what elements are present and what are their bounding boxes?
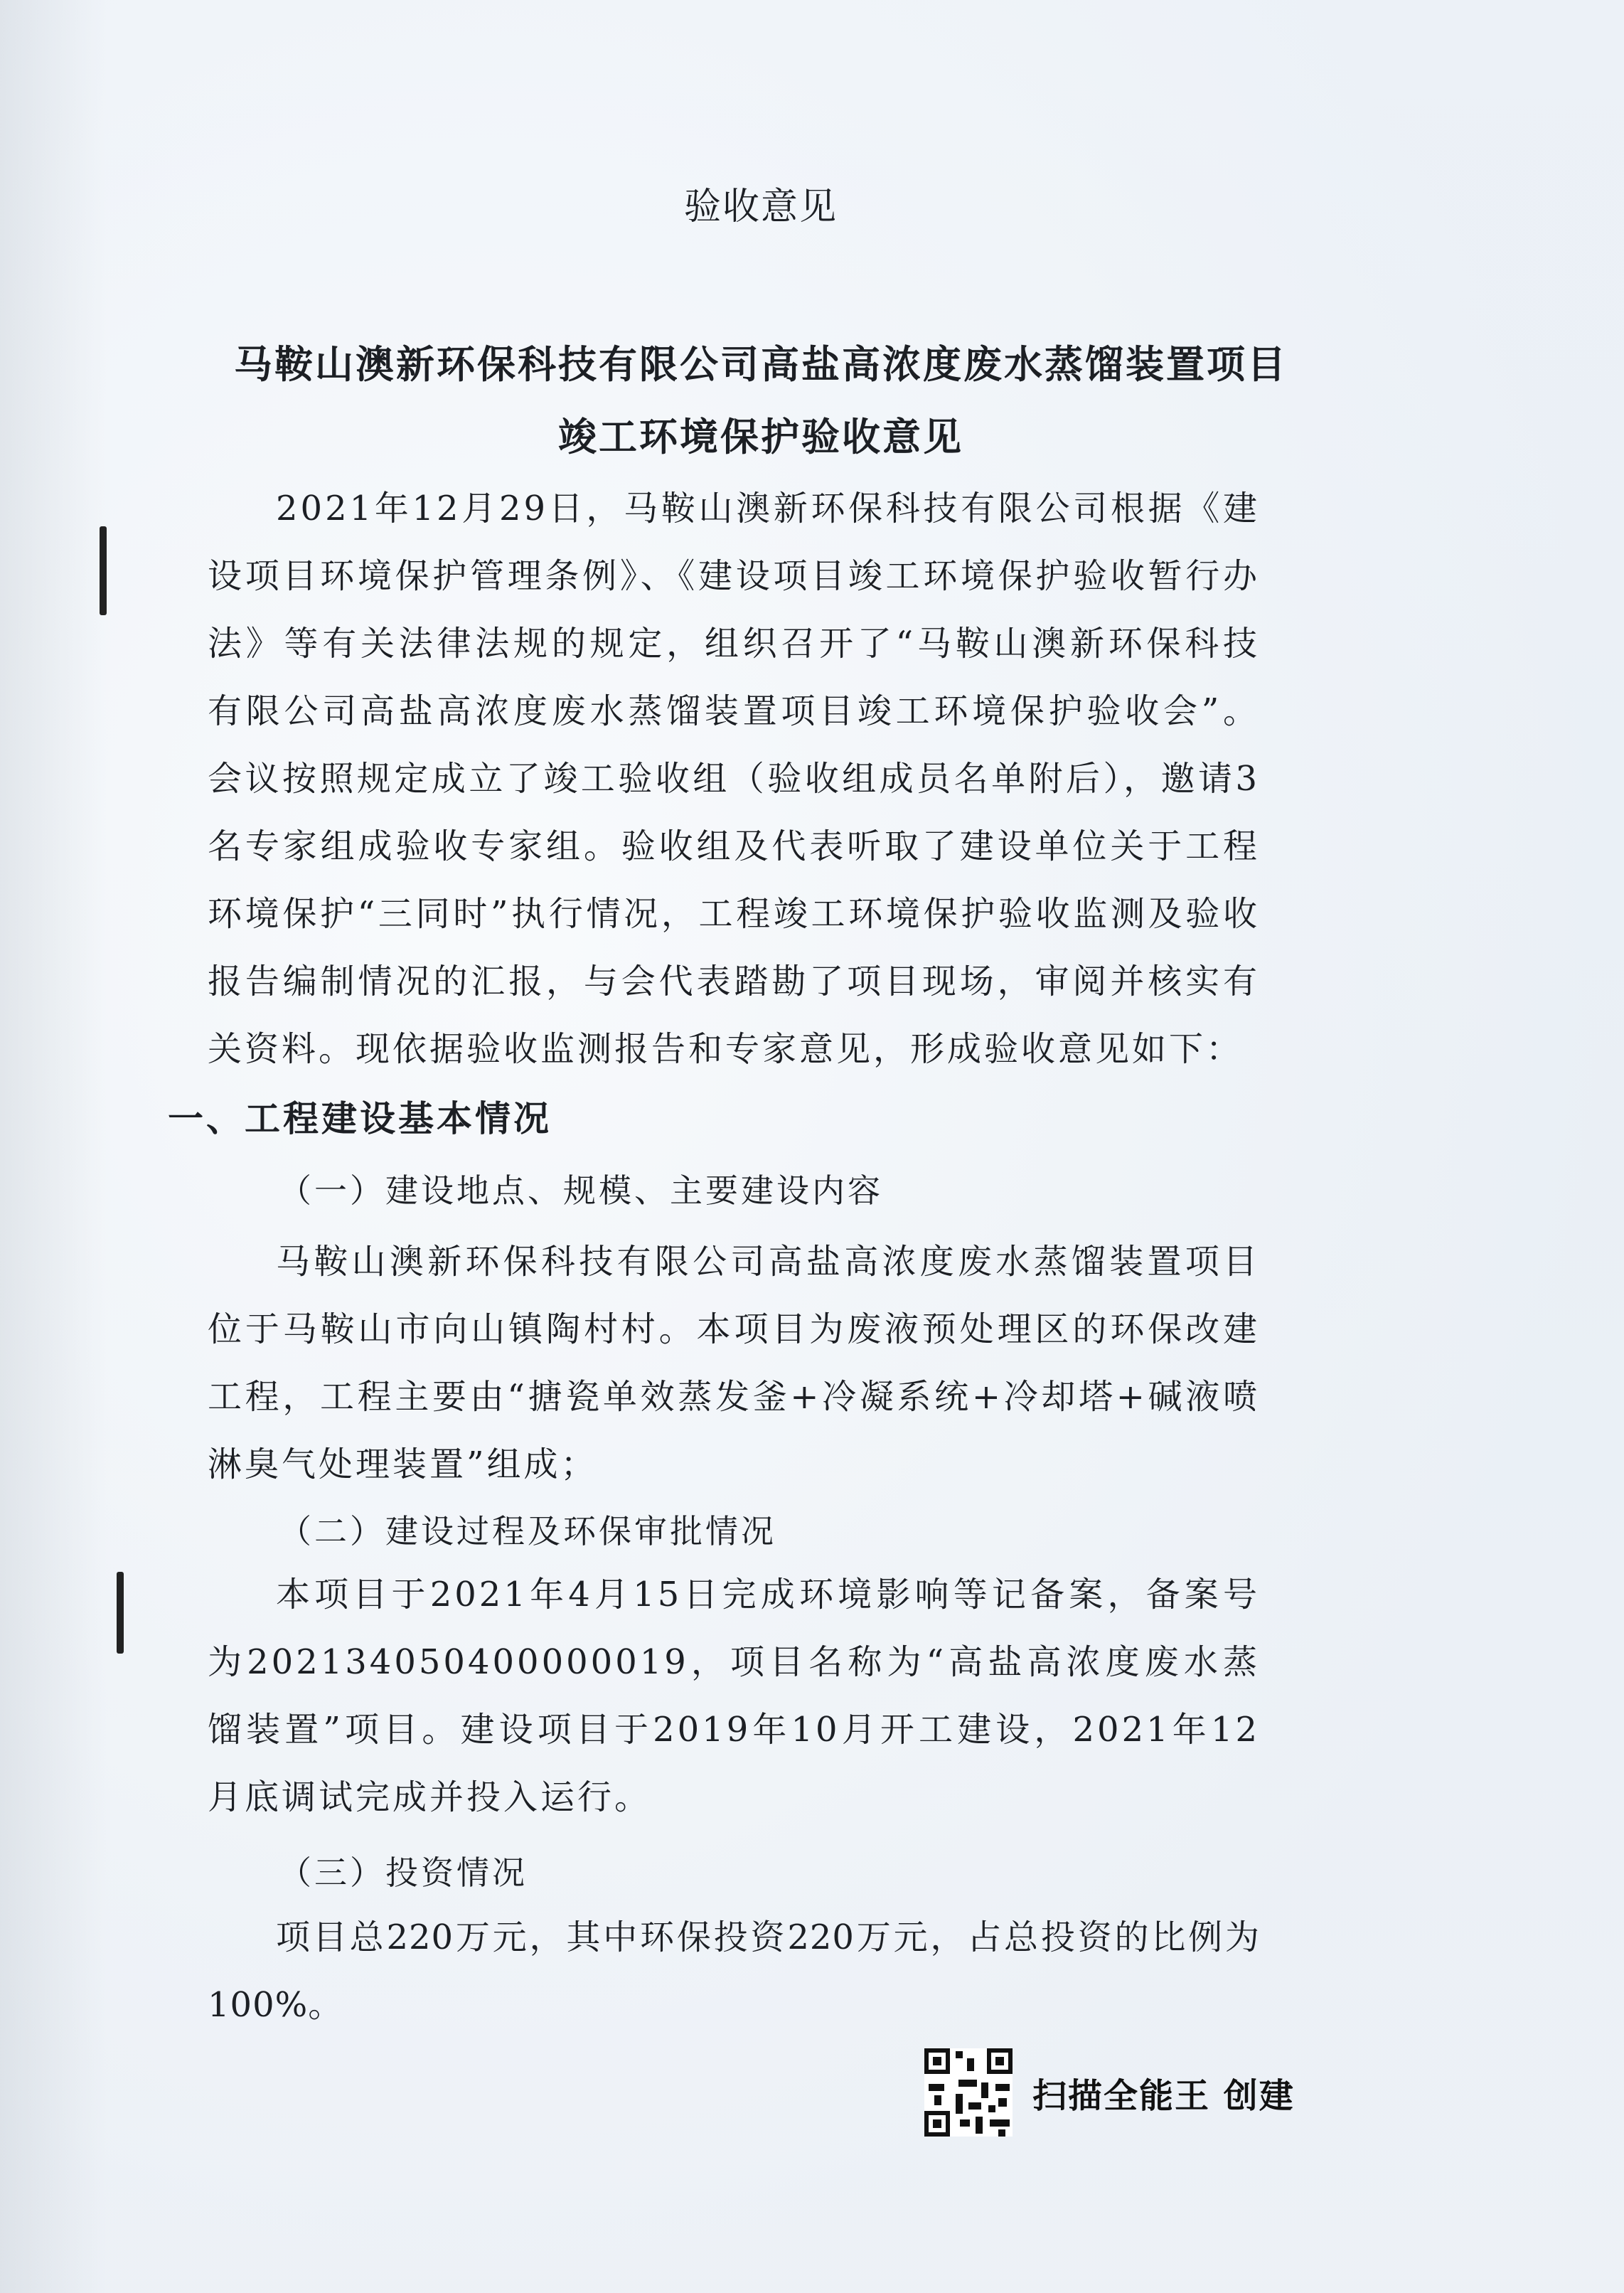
margin-mark	[117, 1572, 124, 1654]
qr-code-icon	[924, 2048, 1013, 2137]
page-heading: 验收意见	[683, 186, 838, 228]
watermark-text: 扫描全能王 创建	[1032, 2075, 1295, 2116]
subsection-heading-approval: （二）建设过程及环保审批情况	[279, 1512, 776, 1550]
approval-paragraph: 本项目于2021年4月15日完成环境影响等记备案，备案号为202134050400000019，项目名称为“高盐高浓度废水蒸馏装置”项目。建设项目于2019年10月开工建设，2021年12月底调试完成并投入运行。	[208, 1575, 1260, 1817]
document-title-line2: 竣工环境保护验收意见	[558, 415, 963, 459]
subsection-heading-investment: （三）投资情况	[279, 1853, 528, 1892]
investment-paragraph: 项目总220万元，其中环保投资220万元，占总投资的比例为100%。	[208, 1917, 1260, 2025]
document-title-line1: 马鞍山澳新环保科技有限公司高盐高浓度废水蒸馏装置项目	[234, 342, 1288, 387]
location-paragraph: 马鞍山澳新环保科技有限公司高盐高浓度废水蒸馏装置项目位于马鞍山市向山镇陶村村。本项目为废液预处理区的环保改建工程，工程主要由“搪瓷单效蒸发釜+冷凝系统+冷却塔+碱液喷淋臭气处理装置”组成；	[208, 1242, 1260, 1484]
section-heading: 一、工程建设基本情况	[168, 1098, 552, 1139]
subsection-heading-location: （一）建设地点、规模、主要建设内容	[279, 1171, 883, 1210]
margin-mark	[100, 526, 107, 615]
scanner-watermark	[924, 2048, 1295, 2137]
intro-paragraph: 2021年12月29日，马鞍山澳新环保科技有限公司根据《建设项目环境保护管理条例》、《建设项目竣工环境保护验收暂行办法》等有关法律法规的规定，组织召开了“马鞍山澳新环保科技有限公司高盐高浓度废水蒸馏装置项目竣工环境保护验收会”。会议按照规定成立了竣工验收组（验收组成员名单附后），邀请3名专家组成验收专家组。验收组及代表听取了建设单位关于工程环境保护“三同时”执行情况，工程竣工环境保护验收监测及验收报告编制情况的汇报，与会代表踏勘了项目现场，审阅并核实有关资料。现依据验收监测报告和专家意见，形成验收意见如下：	[208, 489, 1260, 1069]
